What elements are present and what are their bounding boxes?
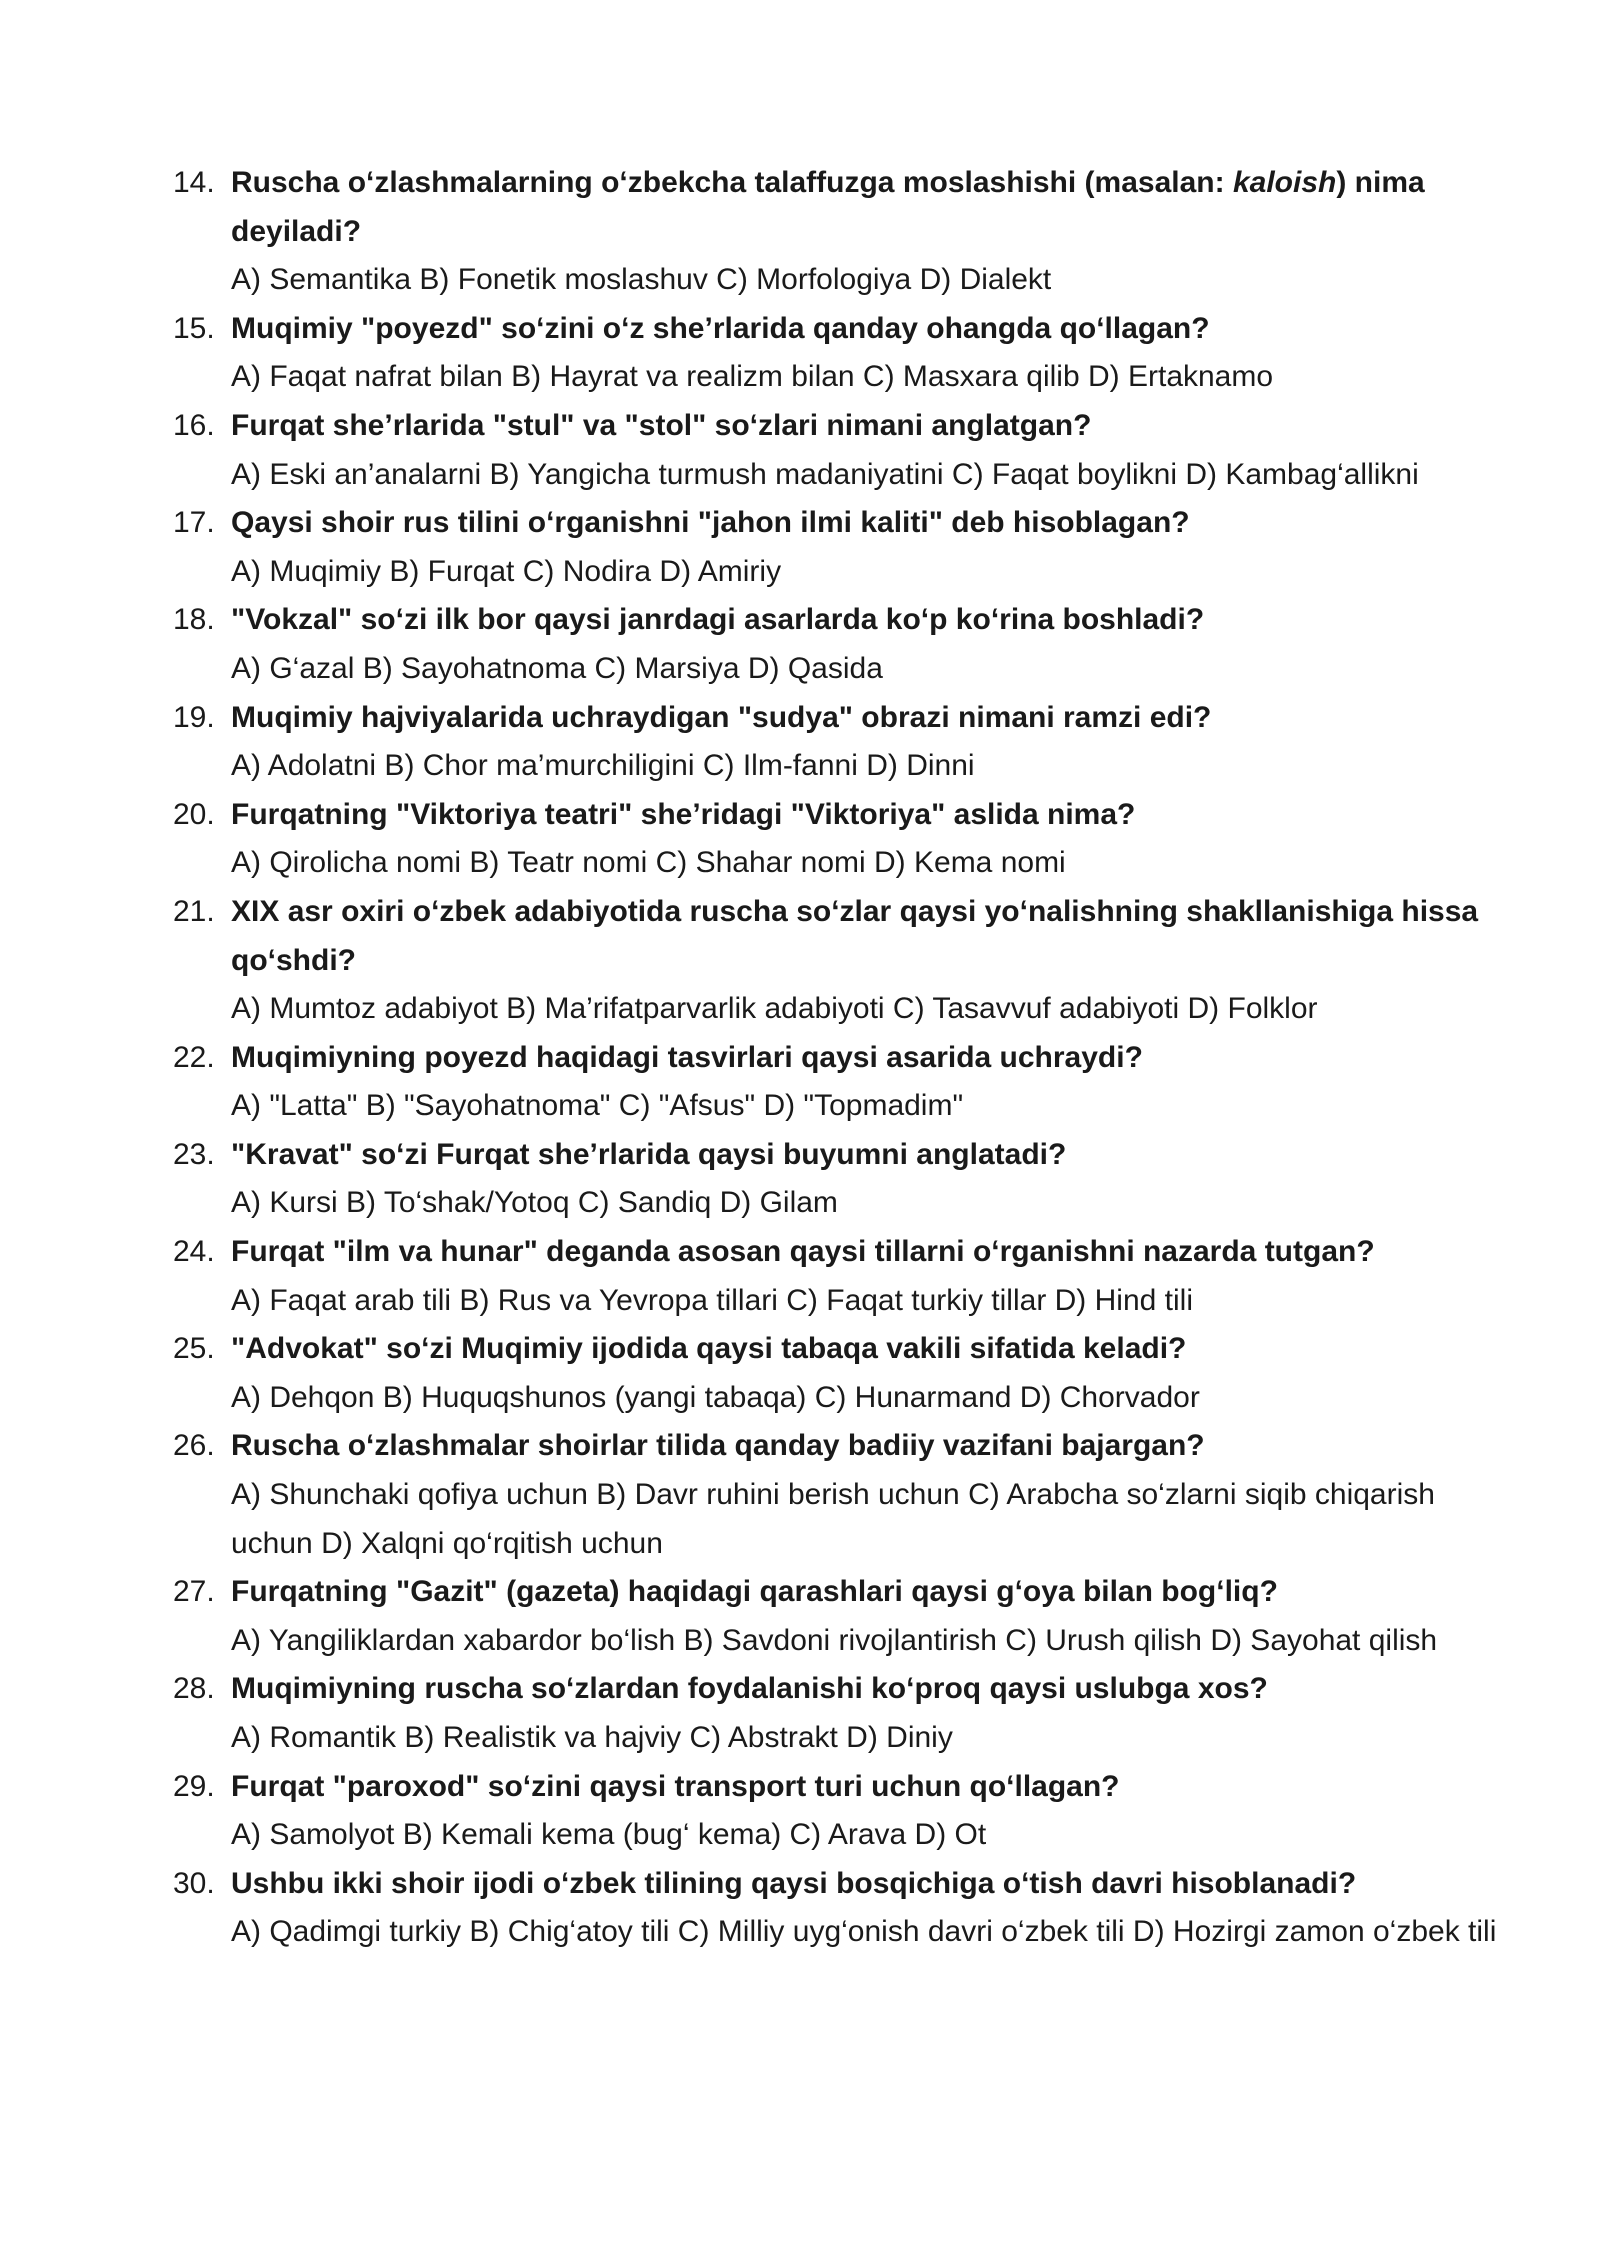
question-list bbox=[173, 159, 1503, 1957]
question-options: A) Kursi B) To‘shak/Yotoq C) Sandiq D) Gilam bbox=[231, 1186, 838, 1220]
question-options: A) Romantik B) Realistik va hajviy C) Abstrakt D) Diniy bbox=[231, 1721, 953, 1754]
question-item bbox=[173, 888, 1503, 1034]
question-text: Ushbu ikki shoir ijodi o‘zbek tilining qaysi bosqichiga o‘tish davri hisoblanadi? bbox=[231, 1866, 1357, 1900]
question-number: 23. bbox=[173, 1137, 215, 1171]
question-number: 28. bbox=[173, 1672, 215, 1706]
question-number: 15. bbox=[173, 311, 215, 345]
question-options: A) Yangiliklardan xabardor bo‘lish B) Savdoni rivojlantirish C) Urush qilish D) Sayohat qilish bbox=[231, 1623, 1438, 1657]
question-number: 21. bbox=[173, 894, 215, 928]
question-text: Furqat "paroxod" so‘zini qaysi transport turi uchun qo‘llagan? bbox=[231, 1769, 1120, 1803]
question-text: "Kravat" so‘zi Furqat she’rlarida qaysi buyumni anglatadi? bbox=[231, 1137, 1067, 1171]
question-text: Furqat "ilm va hunar" deganda asosan qaysi tillarni o‘rganishni nazarda tutgan? bbox=[231, 1235, 1375, 1269]
question-text: Furqat she’rlarida "stul" va "stol" so‘zlari nimani anglatgan? bbox=[231, 408, 1092, 442]
question-text: Muqimiyning poyezd haqidagi tasvirlari qaysi asarida uchraydi? bbox=[231, 1040, 1143, 1074]
question-options: A) Qadimgi turkiy B) Chig‘atoy tili C) Milliy uyg‘onish davri o‘zbek tili D) Hozirgi zamon o‘zbek tili bbox=[231, 1915, 1497, 1949]
question-number: 29. bbox=[173, 1769, 215, 1803]
question-options: A) "Latta" B) "Sayohatnoma" C) "Afsus" D) "Topmadim" bbox=[231, 1089, 964, 1123]
question-number: 14. bbox=[173, 166, 215, 199]
question-number: 24. bbox=[173, 1235, 215, 1269]
question-text-part: ) nima deyiladi? bbox=[231, 166, 1425, 248]
question-text: Ruscha o‘zlashmalar shoirlar tilida qanday badiiy vazifani bajargan? bbox=[231, 1429, 1205, 1463]
question-options: A) Mumtoz adabiyot B) Ma’rifatparvarlik adabiyoti C) Tasavvuf adabiyoti D) Folklor bbox=[231, 992, 1318, 1026]
question-text: XIX asr oxiri o‘zbek adabiyotida ruscha so‘zlar qaysi yo‘nalishning shakllanishiga hissa qo‘shdi? bbox=[231, 894, 1479, 977]
question-item bbox=[173, 499, 1503, 596]
question-number: 22. bbox=[173, 1040, 215, 1074]
question-options: A) G‘azal B) Sayohatnoma C) Marsiya D) Qasida bbox=[231, 651, 883, 685]
question-text: "Advokat" so‘zi Muqimiy ijodida qaysi tabaqa vakili sifatida keladi? bbox=[231, 1332, 1187, 1366]
question-number: 30. bbox=[173, 1866, 215, 1900]
question-text: Muqimiy hajviyalarida uchraydigan "sudya" obrazi nimani ramzi edi? bbox=[231, 700, 1212, 734]
question-text: Muqimiyning ruscha so‘zlardan foydalanishi ko‘proq qaysi uslubga xos? bbox=[231, 1672, 1268, 1706]
question-item bbox=[173, 1422, 1503, 1568]
question-item bbox=[173, 1325, 1503, 1422]
question-options: A) Faqat nafrat bilan B) Hayrat va realizm bilan C) Masxara qilib D) Ertaknamo bbox=[231, 360, 1274, 394]
question-options: A) Dehqon B) Huquqshunos (yangi tabaqa) C) Hunarmand D) Chorvador bbox=[231, 1380, 1200, 1414]
question-item bbox=[173, 1763, 1503, 1860]
question-text bbox=[231, 166, 1425, 248]
question-options: A) Samolyot B) Kemali kema (bug‘ kema) C) Arava D) Ot bbox=[231, 1818, 987, 1852]
question-text: Furqatning "Viktoriya teatri" she’ridagi "Viktoriya" aslida nima? bbox=[231, 797, 1136, 831]
question-number: 18. bbox=[173, 603, 215, 637]
question-text: "Vokzal" so‘zi ilk bor qaysi janrdagi asarlarda ko‘p ko‘rina boshladi? bbox=[231, 603, 1205, 637]
question-text: Muqimiy "poyezd" so‘zini o‘z she’rlarida qanday ohangda qo‘llagan? bbox=[231, 311, 1210, 345]
question-item bbox=[173, 1860, 1503, 1957]
question-item bbox=[173, 1568, 1503, 1665]
question-item bbox=[173, 1665, 1503, 1762]
question-number: 17. bbox=[173, 506, 215, 540]
question-options: A) Adolatni B) Chor ma’murchiligini C) Ilm-fanni D) Dinni bbox=[231, 749, 975, 783]
question-options: A) Semantika B) Fonetik moslashuv C) Morfologiya D) Dialekt bbox=[231, 263, 1052, 297]
question-item bbox=[173, 1131, 1503, 1228]
question-item bbox=[173, 694, 1503, 791]
question-text-italic: kaloish bbox=[1232, 166, 1337, 199]
question-number: 19. bbox=[173, 700, 215, 734]
question-item bbox=[173, 1228, 1503, 1325]
question-options: A) Eski an’analarni B) Yangicha turmush madaniyatini C) Faqat boylikni D) Kambag‘allikni bbox=[231, 457, 1419, 491]
question-item bbox=[173, 596, 1503, 693]
question-text: Furqatning "Gazit" (gazeta) haqidagi qarashlari qaysi g‘oya bilan bog‘liq? bbox=[231, 1575, 1278, 1609]
question-text-part: Ruscha o‘zlashmalarning o‘zbekcha talaffuzga moslashishi (masalan: bbox=[231, 166, 1233, 199]
question-item bbox=[173, 305, 1503, 402]
question-number: 27. bbox=[173, 1575, 215, 1609]
question-item bbox=[173, 402, 1503, 499]
question-options: A) Shunchaki qofiya uchun B) Davr ruhini berish uchun C) Arabcha so‘zlarni siqib chiqarish uchun D) Xalqni qo‘rqitish uchun bbox=[231, 1478, 1435, 1560]
question-item bbox=[173, 791, 1503, 888]
question-number: 16. bbox=[173, 408, 215, 442]
question-item bbox=[173, 1034, 1503, 1131]
question-number: 26. bbox=[173, 1429, 215, 1463]
question-options: A) Faqat arab tili B) Rus va Yevropa tillari C) Faqat turkiy tillar D) Hind tili bbox=[231, 1283, 1193, 1317]
question-item bbox=[173, 159, 1503, 305]
question-text: Qaysi shoir rus tilini o‘rganishni "jahon ilmi kaliti" deb hisoblagan? bbox=[231, 506, 1190, 540]
question-options: A) Muqimiy B) Furqat C) Nodira D) Amiriy bbox=[231, 554, 782, 588]
question-number: 25. bbox=[173, 1332, 215, 1366]
question-options: A) Qirolicha nomi B) Teatr nomi C) Shahar nomi D) Kema nomi bbox=[231, 846, 1066, 880]
question-number: 20. bbox=[173, 797, 215, 831]
